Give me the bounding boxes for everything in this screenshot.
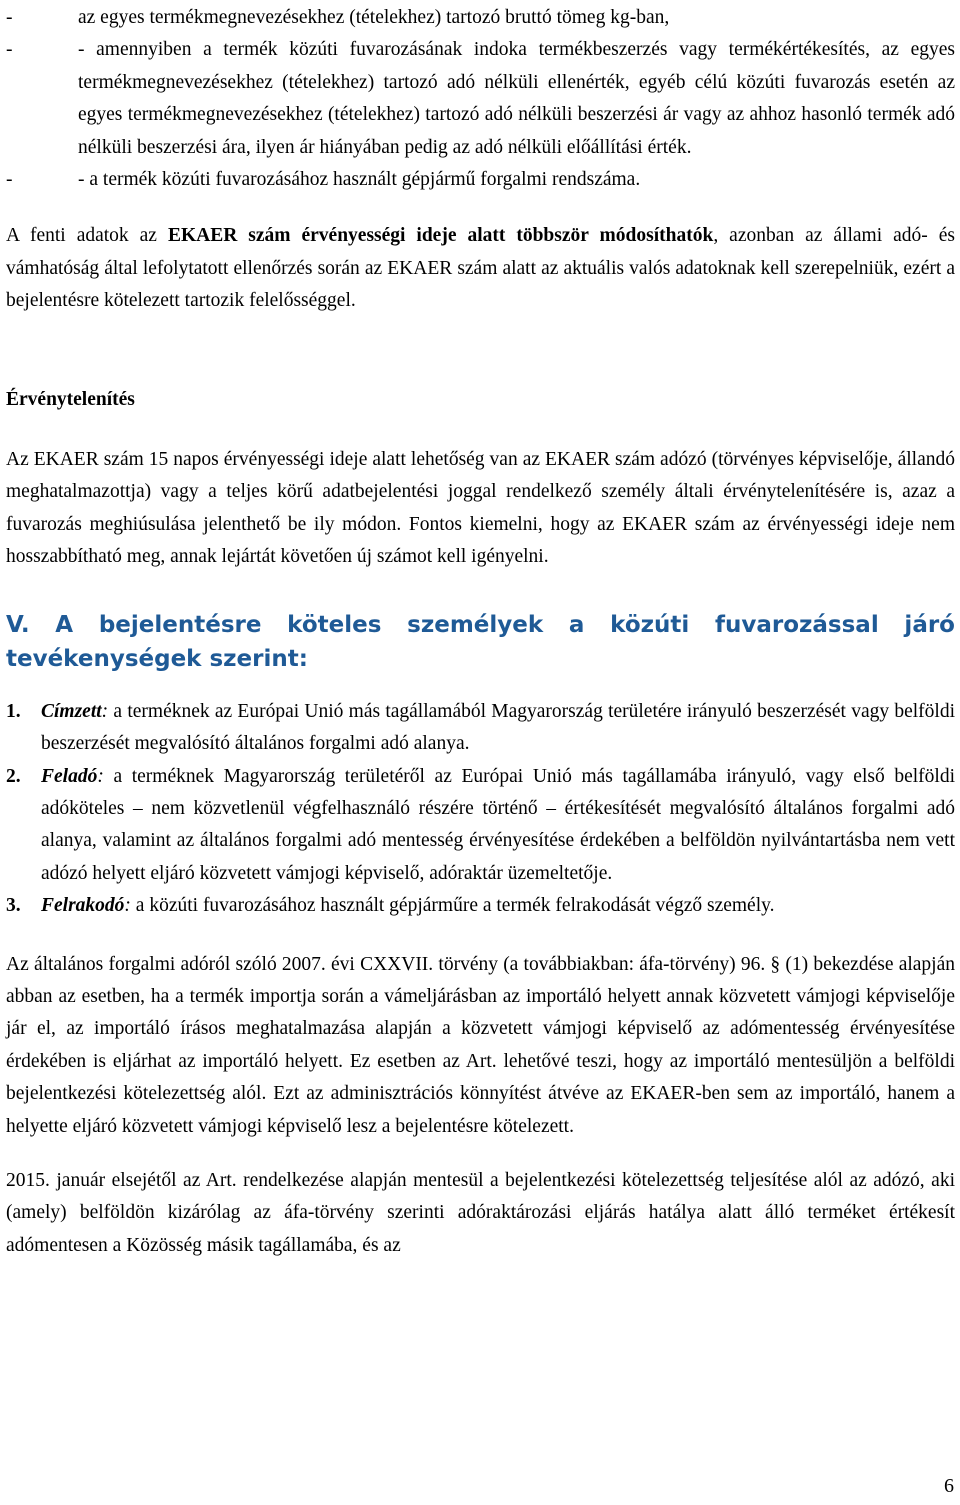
bullet-mark: - [6, 169, 13, 191]
paragraph-invalidation: Az EKAER szám 15 napos érvényességi ideje alatt lehetőség van az EKAER szám adózó (törvényes képviselője, állandó meghatalmazottja) vagy a teljes körű adatbejelentési joggal rendelkező személy általi érvénytelenítésére is, azaz a fuvarozás meghiúsulása jelenthető be ily módon. Fontos kiemelni, hogy az EKAER szám az érvényességi ideje nem hosszabbítható meg, annak lejártát követően új számot kell igényelni. [6, 449, 955, 568]
bullet-mark: - [6, 7, 13, 28]
item-colon: : [101, 700, 109, 722]
item-number: 1. [6, 700, 21, 722]
item-text: a közúti fuvarozásához használt gépjárműre a termék felrakodását végző személy. [130, 895, 775, 917]
paragraph-text: , azonban az állami adó- és vámhatóság által lefolytatott ellenőrzés során az EKAER szám alatt az aktuális valós adatoknak kell szerepelniük, ezért a bejelentésre kötelezett tartozik felelősséggel. [6, 225, 955, 312]
chapter-heading: V. A bejelentésre köteles személyek a közúti fuvarozással járó tevékenységek szerint: [6, 611, 955, 672]
bullet-text: - a termék közúti fuvarozásához használt gépjármű forgalmi rendszáma. [78, 169, 641, 191]
bullet-item [6, 2, 955, 34]
bullet-text: az egyes termékmegnevezésekhez (tételekhez) tartozó bruttó tömeg kg-ban, [78, 7, 670, 28]
bullet-item [6, 164, 955, 196]
item-colon: : [97, 765, 104, 787]
paragraph-vat-act: Az általános forgalmi adóról szóló 2007. évi CXXVII. törvény (a továbbiakban: áfa-törvény) 96. § (1) bekezdése alapján abban az esetben, ha a termék importja során a vámeljárásban az importáló helyett annak közvetett vámjogi képviselője jár el, az importáló írásos meghatalmazása alapján a közvetett vámjogi képviselő az adómentesség érvényesítése érdekében is eljárhat az importáló helyett. Ez esetben az Art. lehetővé teszi, hogy az importáló mentesüljön a belföldi bejelentkezési kötelezettség alól. Ezt az adminisztrációs könnyítést átvéve az EKAER-ben sem az importáló, hanem a helyette eljáró közvetett vámjogi képviselő lesz a bejelentésre kötelezett. [6, 953, 955, 1137]
paragraph-2015: 2015. január elsejétől az Art. rendelkezése alapján mentesül a bejelentkezési kötelezettség teljesítése alól az adózó, aki (amely) belföldön kizárólag az áfa-törvény szerinti adóraktározási eljárás hatálya alatt álló terméket értékesít adómentesen a Közösség másik tagállamába, és az [6, 1169, 955, 1256]
item-number: 3. [6, 895, 21, 917]
page-number: 6 [944, 1475, 954, 1497]
list-item [6, 696, 955, 761]
list-item [6, 890, 955, 922]
paragraph-data-modification [6, 220, 955, 317]
item-term: Címzett [41, 700, 102, 722]
item-text: a terméknek az Európai Unió más tagállamából Magyarország területére irányuló beszerzését vagy belföldi beszerzését megvalósító általános forgalmi adó alanya. [41, 700, 955, 755]
emphasis-text: EKAER szám érvényességi ideje alatt többször módosíthatók [167, 225, 714, 247]
bullet-mark: - [6, 39, 13, 61]
item-text: a terméknek Magyarország területéről az Európai Unió más tagállamába irányuló, vagy első belföldi adóköteles – nem közvetlenül végfelhasználó részére történő – értékesítését megvalósító általános forgalmi adó alanya, valamint az általános forgalmi adó mentesség érvényesítése érdekében a belföldön nyilvántartásba nem vett adózó helyett eljáró közvetett vámjogi képviselő, adóraktár üzemeltetője. [41, 765, 955, 884]
item-colon: : [124, 895, 131, 917]
item-term: Felrakodó [41, 895, 125, 917]
numbered-list [6, 696, 955, 923]
section-heading-invalidation: Érvénytelenítés [6, 388, 135, 410]
list-item [6, 761, 955, 891]
item-number: 2. [6, 765, 21, 787]
item-term: Feladó [41, 765, 98, 787]
document-page [6, 2, 955, 1262]
bullet-list [6, 2, 955, 196]
bullet-item [6, 34, 955, 164]
bullet-text: - amennyiben a termék közúti fuvarozásának indoka termékbeszerzés vagy termékértékesítés, az egyes termékmegnevezésekhez (tételekhez) tartozó adó nélküli ellenérték, egyéb célú közúti fuvarozás esetén az egyes termékmegnevezésekhez (tételekhez) tartozó adó nélküli beszerzési ár vagy az ahhoz hasonló termék adó nélküli beszerzési ára, ilyen ár hiányában pedig az adó nélküli előállítási érték. [78, 39, 955, 158]
paragraph-text: A fenti adatok az [6, 225, 168, 247]
